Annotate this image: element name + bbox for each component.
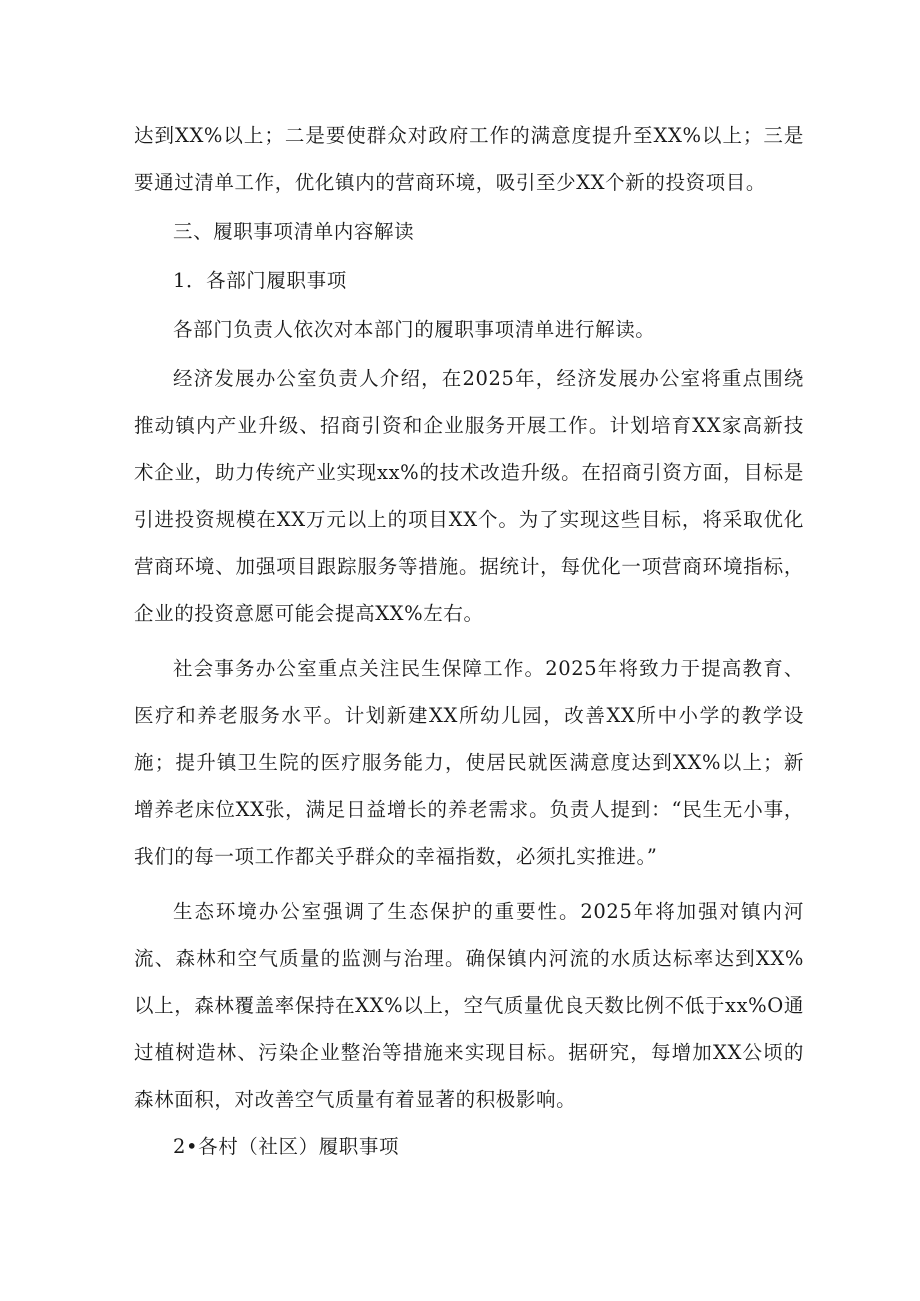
paragraph-goals-continuation: 达到XX%以上；二是要使群众对政府工作的满意度提升至XX%以上；三是要通过清单工作，优化镇内的营商环境，吸引至少XX个新的投资项目。: [134, 124, 804, 194]
paragraph-social-affairs-office: 社会事务办公室重点关注民生保障工作。2025年将致力于提高教育、医疗和养老服务水平。计划新建XX所幼儿园，改善XX所中小学的教学设施；提升镇卫生院的医疗服务能力，使居民就医满意度达到XX%以上；新增养老床位XX张，满足日益增长的养老需求。负责人提到：“民生无小事，我们的每一项工作都关乎群众的幸福指数，必须扎实推进。”: [134, 657, 804, 868]
document-body: [134, 112, 804, 1170]
subsection-heading-1: 1．各部门履职事项: [173, 269, 347, 292]
subsection-heading-2: 2•各村（社区）履职事项: [173, 1135, 400, 1158]
paragraph-ecology-office: 生态环境办公室强调了生态保护的重要性。2025年将加强对镇内河流、森林和空气质量的监测与治理。确保镇内河流的水质达标率达到XX%以上，森林覆盖率保持在XX%以上，空气质量优良天数比例不低于xx%O通过植树造林、污染企业整治等措施来实现目标。据研究，每增加XX公顷的森林面积，对改善空气质量有着显著的积极影响。: [134, 900, 804, 1111]
paragraph-department-intro: 各部门负责人依次对本部门的履职事项清单进行解读。: [173, 318, 656, 341]
paragraph-economic-office: 经济发展办公室负责人介绍，在2025年，经济发展办公室将重点围绕推动镇内产业升级、招商引资和企业服务开展工作。计划培育XX家高新技术企业，助力传统产业实现xx%的技术改造升级。在招商引资方面，目标是引进投资规模在XX万元以上的项目XX个。为了实现这些目标，将采取优化营商环境、加强项目跟踪服务等措施。据统计，每优化一项营商环境指标，企业的投资意愿可能会提高XX%左右。: [134, 367, 804, 625]
section-heading-3: 三、履职事项清单内容解读: [173, 220, 415, 243]
